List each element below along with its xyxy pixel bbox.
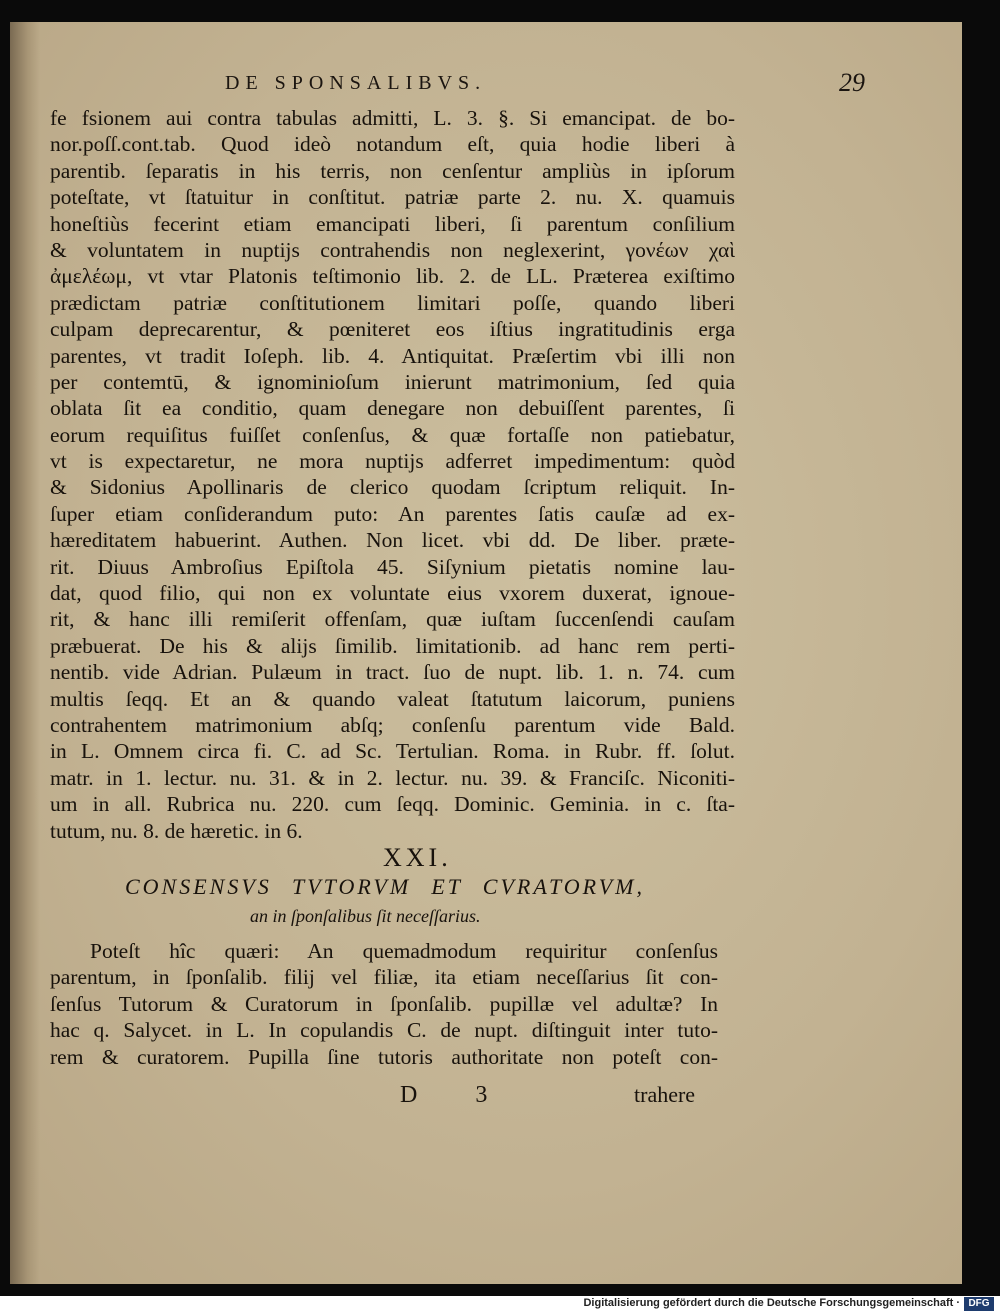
catchword: trahere: [634, 1082, 696, 1107]
text-line: honeſtiùs fecerint etiam emancipati liberi, ſi parentum conſilium: [50, 211, 735, 236]
text-line: parentes, vt tradit Ioſeph. lib. 4. Antiquitat. Præſertim vbi illi non: [50, 343, 735, 368]
text-line: ſenſus Tutorum & Curatorum in ſponſalib. pupillæ vel adultæ? In: [50, 991, 718, 1016]
credit-text: Digitalisierung gefördert durch die Deutsche Forschungsgemeinschaft ·: [583, 1297, 960, 1309]
page-header: [225, 68, 865, 108]
signature-mark: D 3: [400, 1082, 514, 1108]
section-number: XXI.: [383, 843, 452, 872]
text-line: ſuper etiam conſiderandum puto: An parentes ſatis cauſæ ad ex-: [50, 501, 735, 526]
text-line: um in all. Rubrica nu. 220. cum ſeqq. Dominic. Geminia. in c. ſta-: [50, 792, 735, 817]
text-line: tutum, nu. 8. de hæretic. in 6.: [50, 818, 303, 843]
text-line: per contemtū, & ignominioſum inierunt matrimonium, ſed quia: [50, 369, 735, 394]
text-line: prædictam patriæ conſtitutionem limitari poſſe, quando liberi: [50, 290, 735, 315]
text-line: ἀμελέωμ, vt vtar Platonis teſtimonio lib. 2. de LL. Præterea exiſtimo: [50, 264, 735, 289]
text-line: & voluntatem in nuptijs contrahendis non neglexerint, γονέων χαὶ: [50, 237, 735, 262]
text-line: rit, & hanc illi remiſerit offenſam, quæ iuſtam ſuccenſendi cauſam: [50, 607, 735, 632]
text-line: oblata ſit ea conditio, quam denegare non debuiſſent parentes, ſi: [50, 396, 735, 421]
text-line: rem & curatorem. Pupilla ſine tutoris authoritate non poteſt con-: [50, 1044, 718, 1069]
text-line: nentib. vide Adrian. Pulæum in tract. ſuo de nupt. lib. 1. n. 74. cum: [50, 660, 735, 685]
text-line: & Sidonius Apollinaris de clerico quodam ſcriptum reliquit. In-: [50, 475, 735, 500]
text-line: matr. in 1. lectur. nu. 31. & in 2. lectur. nu. 39. & Franciſc. Niconiti-: [50, 765, 735, 790]
running-head: DE SPONSALIBVS.: [225, 72, 487, 94]
page-gutter-shadow: [10, 22, 40, 1284]
text-line: fe fsionem aui contra tabulas admitti, L. 3. §. Si emancipat. de bo-: [50, 106, 735, 130]
credit-bar: [0, 1296, 1000, 1314]
text-line: præbuerat. De his & alijs ſimilib. limitationib. ad hanc rem perti-: [50, 633, 735, 658]
text-line: eorum requiſitus fuiſſet conſenſus, & quæ fortaſſe non patiebatur,: [50, 422, 735, 447]
text-line: dat, quod filio, qui non ex voluntate eius vxorem duxerat, ignoue-: [50, 581, 735, 606]
text-line: hæreditatem habuerint. Authen. Non licet. vbi dd. De liber. præte-: [50, 528, 735, 553]
text-line: vt is expectaretur, ne mora nuptijs adferret impedimentum: quòd: [50, 449, 735, 474]
text-line: in L. Omnem circa fi. C. ad Sc. Tertulian. Roma. in Rubr. ff. ſolut.: [50, 739, 735, 764]
text-line: nor.poſſ.cont.tab. Quod ideò notandum eſt, quia hodie liberi à: [50, 132, 735, 157]
section-text-block: [50, 938, 718, 1070]
section-title: CONSENSVS TVTORVM ET CVRATORVM,: [125, 874, 645, 899]
main-text-block: [50, 105, 735, 844]
text-line: poteſtate, vt ſtatuitur in conſtitut. patriæ parte 2. nu. X. quamuis: [50, 185, 735, 210]
text-line: contrahentem matrimonium abſq; conſenſu parentum vide Bald.: [50, 712, 735, 737]
page-number: 29: [839, 68, 865, 97]
text-line: Poteſt hîc quæri: An quemadmodum requiritur conſenſus: [90, 939, 718, 963]
dfg-logo: DFG: [964, 1297, 994, 1311]
text-line: multis ſeqq. Et an & quando valeat ſtatutum laicorum, puniens: [50, 686, 735, 711]
text-line: parentum, in ſponſalib. filij vel filiæ, ita etiam neceſſarius ſit con-: [50, 965, 718, 990]
text-line: rit. Diuus Ambroſius Epiſtola 45. Siſynium pietatis nomine lau-: [50, 554, 735, 579]
text-line: hac q. Salycet. in L. In copulandis C. de nupt. diſtinguit inter tuto-: [50, 1018, 718, 1043]
text-line: culpam deprecarentur, & pœniteret eos iſtius ingratitudinis erga: [50, 317, 735, 342]
section-subtitle: an in ſponſalibus ſit neceſſarius.: [250, 906, 481, 926]
text-line: parentib. ſeparatis in his terris, non cenſentur ampliùs in ipſorum: [50, 158, 735, 183]
